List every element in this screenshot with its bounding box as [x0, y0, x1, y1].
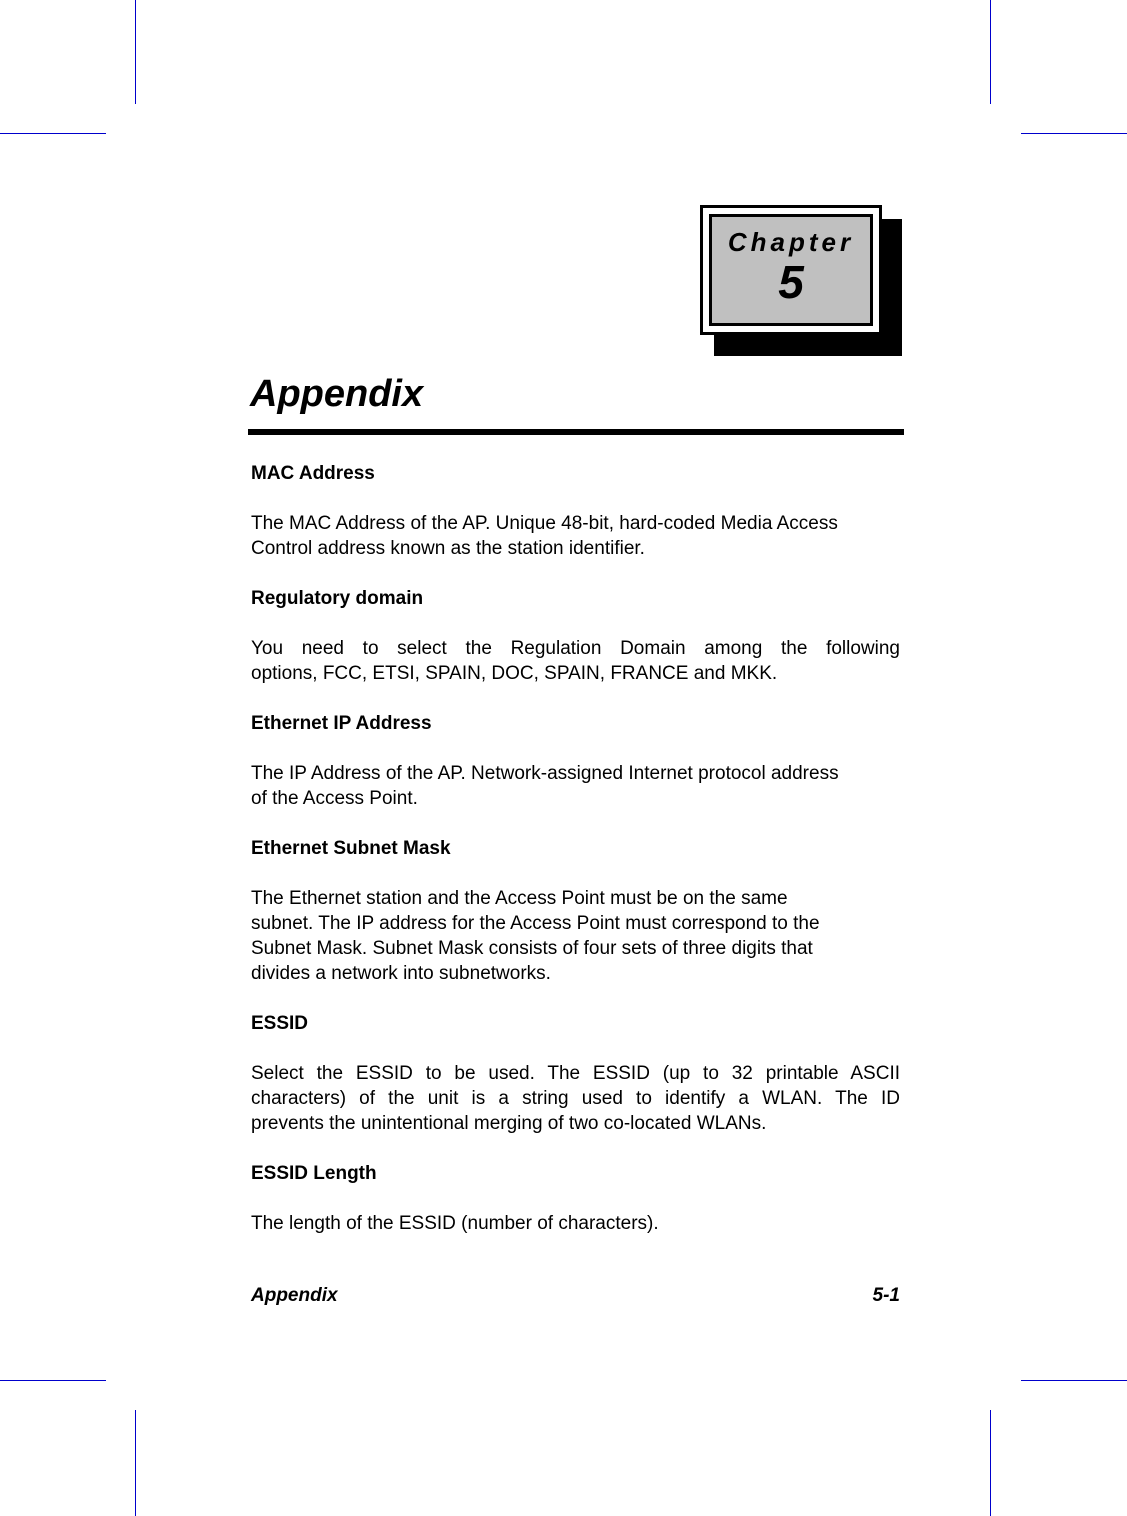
section-heading: Ethernet IP Address: [251, 713, 432, 734]
section-body: [251, 1061, 900, 1136]
section-ethernet-subnet-mask: [251, 836, 900, 986]
body-line: Subnet Mask. Subnet Mask consists of four sets of three digits that: [251, 938, 813, 959]
section-body: [251, 886, 900, 986]
section-regulatory-domain: [251, 586, 900, 686]
crop-mark-top-left-horizontal: [0, 133, 106, 134]
body-line: options, FCC, ETSI, SPAIN, DOC, SPAIN, FRANCE and MKK.: [251, 663, 778, 684]
section-body: [251, 636, 900, 686]
footer-page-number: 5-1: [872, 1285, 900, 1306]
section-body: [251, 511, 900, 561]
appendix-content: [251, 461, 900, 1261]
crop-mark-bottom-right-horizontal: [1021, 1380, 1127, 1381]
body-line: The length of the ESSID (number of characters).: [251, 1213, 659, 1234]
section-body: [251, 761, 900, 811]
section-body: [251, 1211, 900, 1236]
section-heading: ESSID Length: [251, 1163, 377, 1184]
title-rule: [248, 429, 904, 435]
body-line: You need to select the Regulation Domain among the following: [251, 638, 900, 659]
crop-mark-top-right-vertical: [990, 0, 991, 104]
section-ethernet-ip-address: [251, 711, 900, 811]
footer-section-title: Appendix: [251, 1285, 338, 1306]
crop-mark-top-right-horizontal: [1021, 133, 1127, 134]
chapter-number: 5: [778, 256, 804, 308]
page-footer: [251, 1283, 900, 1308]
chapter-badge-panel: [709, 214, 873, 326]
chapter-label: Chapter: [727, 227, 855, 257]
body-line: Select the ESSID to be used. The ESSID (up to 32 printable ASCII: [251, 1063, 900, 1084]
page-title: Appendix: [250, 373, 424, 415]
crop-mark-bottom-right-vertical: [990, 1410, 991, 1516]
body-line: characters) of the unit is a string used to identify a WLAN. The ID: [251, 1088, 900, 1109]
section-heading: Ethernet Subnet Mask: [251, 838, 451, 859]
body-line: subnet. The IP address for the Access Point must correspond to the: [251, 913, 820, 934]
crop-mark-bottom-left-vertical: [135, 1410, 136, 1516]
section-heading: ESSID: [251, 1013, 309, 1034]
chapter-badge-frame: [700, 205, 882, 335]
body-line: The IP Address of the AP. Network-assigned Internet protocol address: [251, 763, 839, 784]
section-essid: [251, 1011, 900, 1136]
section-heading: MAC Address: [251, 463, 375, 484]
section-essid-length: [251, 1161, 900, 1236]
section-heading: Regulatory domain: [251, 588, 424, 609]
section-mac-address: [251, 461, 900, 561]
body-line: The MAC Address of the AP. Unique 48-bit, hard-coded Media Access: [251, 513, 838, 534]
body-line: The Ethernet station and the Access Point must be on the same: [251, 888, 788, 909]
body-line: Control address known as the station identifier.: [251, 538, 645, 559]
crop-mark-bottom-left-horizontal: [0, 1380, 106, 1381]
crop-mark-top-left-vertical: [135, 0, 136, 104]
body-line: prevents the unintentional merging of two co-located WLANs.: [251, 1113, 767, 1134]
chapter-badge: [700, 205, 902, 356]
body-line: of the Access Point.: [251, 788, 418, 809]
body-line: divides a network into subnetworks.: [251, 963, 551, 984]
